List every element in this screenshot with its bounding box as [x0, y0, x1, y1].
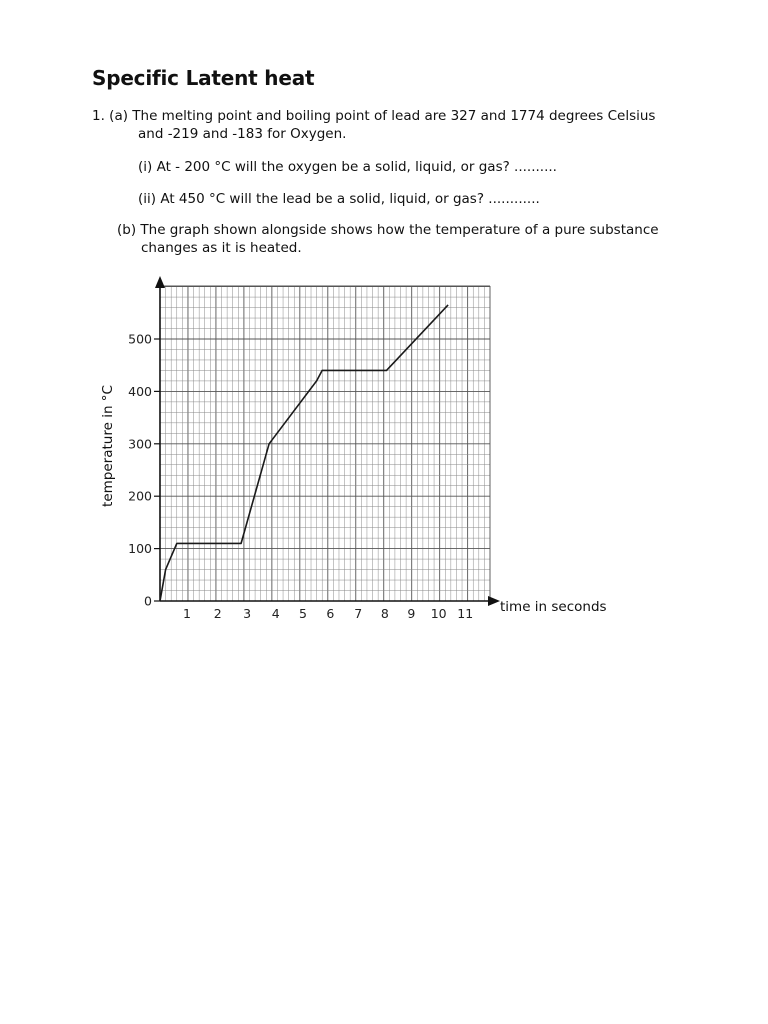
question-1b-text-continued: changes as it is heated.	[141, 240, 302, 256]
y-tick-label: 500	[128, 331, 152, 347]
y-tick-label: 300	[128, 436, 152, 452]
y-tick-label: 0	[144, 593, 152, 609]
chart-tick-labels	[128, 332, 473, 622]
x-tick-label: 2	[213, 606, 222, 621]
y-tick-label: 400	[128, 383, 152, 399]
chart-grid	[160, 286, 490, 601]
question-1a-text-continued: and -219 and -183 for Oxygen.	[138, 126, 347, 142]
x-tick-label: 6	[326, 606, 335, 621]
x-tick-label: 8	[380, 606, 389, 621]
x-tick-label: 9	[407, 606, 416, 621]
x-tick-label: 11	[457, 606, 474, 621]
x-tick-label: 1	[182, 606, 191, 621]
x-tick-label: 10	[430, 606, 447, 621]
y-axis-title: temperature in °C	[100, 385, 116, 507]
y-tick-label: 100	[128, 541, 152, 557]
question-1a-part-ii: (ii) At 450 °C will the lead be a solid, liquid, or gas? ............	[138, 191, 540, 207]
question-1b-text: (b) The graph shown alongside shows how the temperature of a pure substance	[117, 222, 659, 238]
page-title: Specific Latent heat	[92, 66, 315, 90]
x-tick-label: 3	[243, 606, 252, 621]
x-tick-label: 5	[299, 606, 308, 621]
x-tick-label: 4	[271, 606, 280, 621]
y-axis-arrowhead	[155, 276, 165, 288]
x-axis-arrowhead	[488, 596, 500, 606]
question-1a-part-i: (i) At - 200 °C will the oxygen be a solid, liquid, or gas? ..........	[138, 159, 557, 175]
question-1a-text: 1. (a) The melting point and boiling point of lead are 327 and 1774 degrees Celsius	[92, 108, 656, 124]
x-axis-title: time in seconds	[500, 599, 607, 615]
x-tick-label: 7	[354, 606, 363, 621]
y-tick-label: 200	[128, 488, 152, 504]
